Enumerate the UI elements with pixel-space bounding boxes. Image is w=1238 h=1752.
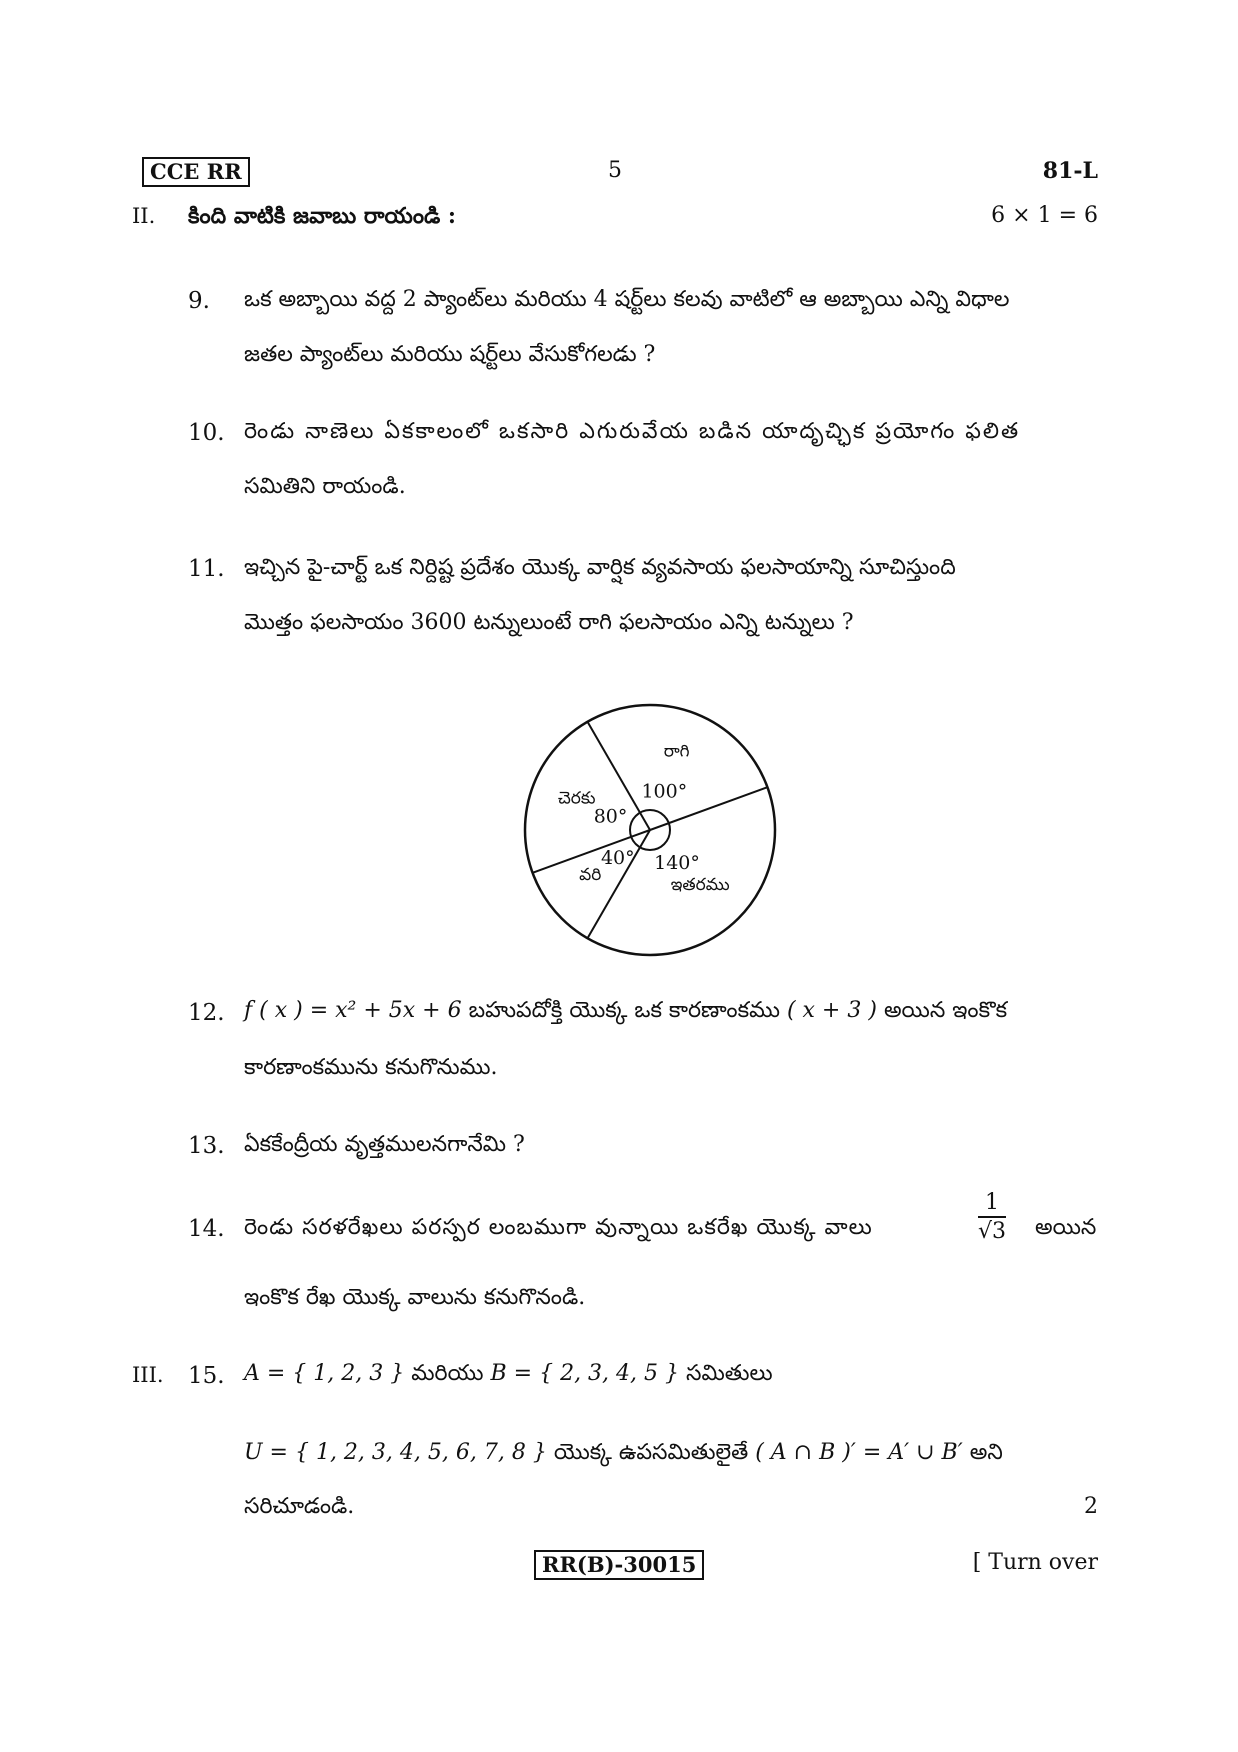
- question-12-end: అయిన ఇంకొక: [883, 998, 1008, 1023]
- question-number-9: 9.: [188, 288, 210, 314]
- set-u: U = { 1, 2, 3, 4, 5, 6, 7, 8 }: [244, 1440, 547, 1465]
- question-15-subset-text: యొక్క ఉపసమితులైతే: [553, 1440, 749, 1465]
- fraction-numerator: 1: [978, 1190, 1006, 1218]
- section-marks: 6 × 1 = 6: [991, 203, 1098, 228]
- set-b: B = { 2, 3, 4, 5 }: [490, 1361, 680, 1386]
- exam-code-box: CCE RR: [142, 157, 250, 187]
- section-instruction: కింది వాటికి జవాబు రాయండి :: [188, 203, 457, 229]
- pie-chart: [500, 680, 800, 980]
- question-number-14: 14.: [188, 1216, 225, 1242]
- question-12-line2: కారణాంకమును కనుగొనుము.: [244, 1055, 498, 1080]
- question-10-line1: రెండు నాణెలు ఏకకాలంలో ఒకసారి ఎగురువేయ బడిన యాదృచ్ఛిక ప్రయోగం ఫలిత: [244, 419, 1021, 444]
- question-number-12: 12.: [188, 1000, 225, 1026]
- question-number-13: 13.: [188, 1133, 225, 1159]
- question-14-line1: రెండు సరళరేఖలు పరస్పర లంబముగా వున్నాయి ఒకరేఖ యొక్క వాలు: [244, 1215, 873, 1240]
- question-9-line1: ఒక అబ్బాయి వద్ద 2 ప్యాంట్‌లు మరియు 4 షర్ట్‌లు కలవు వాటిలో ఆ అబ్బాయి ఎన్ని విధాల: [244, 287, 1010, 312]
- section-roman-iii: III.: [132, 1363, 164, 1387]
- question-14-end: అయిన: [1035, 1215, 1097, 1240]
- question-15-sets-word: సమితులు: [686, 1361, 773, 1386]
- question-15-line2-end: అని: [969, 1440, 1003, 1465]
- question-11-line1: ఇచ్చిన పై-చార్ట్ ఒక నిర్దిష్ట ప్రదేశం యొక్క వార్షిక వ్యవసాయ ఫలసాయాన్ని సూచిస్తుంది: [244, 555, 956, 580]
- question-number-10: 10.: [188, 420, 225, 446]
- question-15-marks: 2: [1084, 1494, 1098, 1519]
- pie-angle-label-3: 80°: [593, 805, 628, 828]
- paper-serial-box: RR(B)-30015: [534, 1550, 704, 1580]
- pie-angle-label-2: 40°: [600, 846, 635, 869]
- question-number-15: 15.: [188, 1363, 225, 1389]
- pie-angle-label-0: 100°: [641, 780, 688, 803]
- pie-angle-label-1: 140°: [654, 852, 700, 875]
- question-11-line2: మొత్తం ఫలసాయం 3600 టన్నులుంటే రాగి ఫలసాయం ఎన్ని టన్నులు ?: [244, 610, 854, 635]
- question-15-line3: సరిచూడండి.: [244, 1494, 355, 1519]
- polynomial-expression: f ( x ) = x² + 5x + 6: [244, 998, 462, 1023]
- question-9-line2: జతల ప్యాంట్‌లు మరియు షర్ట్‌లు వేసుకోగలడు ?: [244, 342, 656, 367]
- factor-expression: ( x + 3 ): [786, 998, 877, 1023]
- pie-category-label-2: వరి: [579, 865, 602, 886]
- slope-fraction: [978, 1190, 1006, 1246]
- question-15-and: మరియు: [411, 1361, 484, 1386]
- question-15-line2: [244, 1436, 1003, 1470]
- paper-code: 81-L: [1042, 158, 1098, 184]
- section-roman-ii: II.: [132, 204, 156, 228]
- question-13-line1: ఏకకేంద్రీయ వృత్తములనగానేమి ?: [244, 1132, 525, 1157]
- question-12-text: బహుపదోక్తి యొక్క ఒక కారణాంకము: [468, 998, 780, 1023]
- question-12-line1: [244, 994, 1007, 1028]
- turn-over-label: [ Turn over: [972, 1550, 1098, 1575]
- question-14-line2: ఇంకొక రేఖ యొక్క వాలును కనుగొనండి.: [244, 1285, 586, 1310]
- pie-category-label-0: రాగి: [663, 741, 690, 762]
- pie-category-label-3: చెరకు: [557, 788, 596, 809]
- set-a: A = { 1, 2, 3 }: [244, 1361, 405, 1386]
- fraction-denominator: √3: [978, 1219, 1007, 1244]
- question-15-line1: [244, 1357, 773, 1391]
- pie-category-label-1: ఇతరము: [670, 874, 730, 895]
- page-number: 5: [608, 158, 622, 183]
- question-10-line2: సమితిని రాయండి.: [244, 474, 406, 499]
- question-number-11: 11.: [188, 556, 225, 582]
- demorgan-expression: ( A ∩ B )′ = A′ ∪ B′: [755, 1440, 963, 1465]
